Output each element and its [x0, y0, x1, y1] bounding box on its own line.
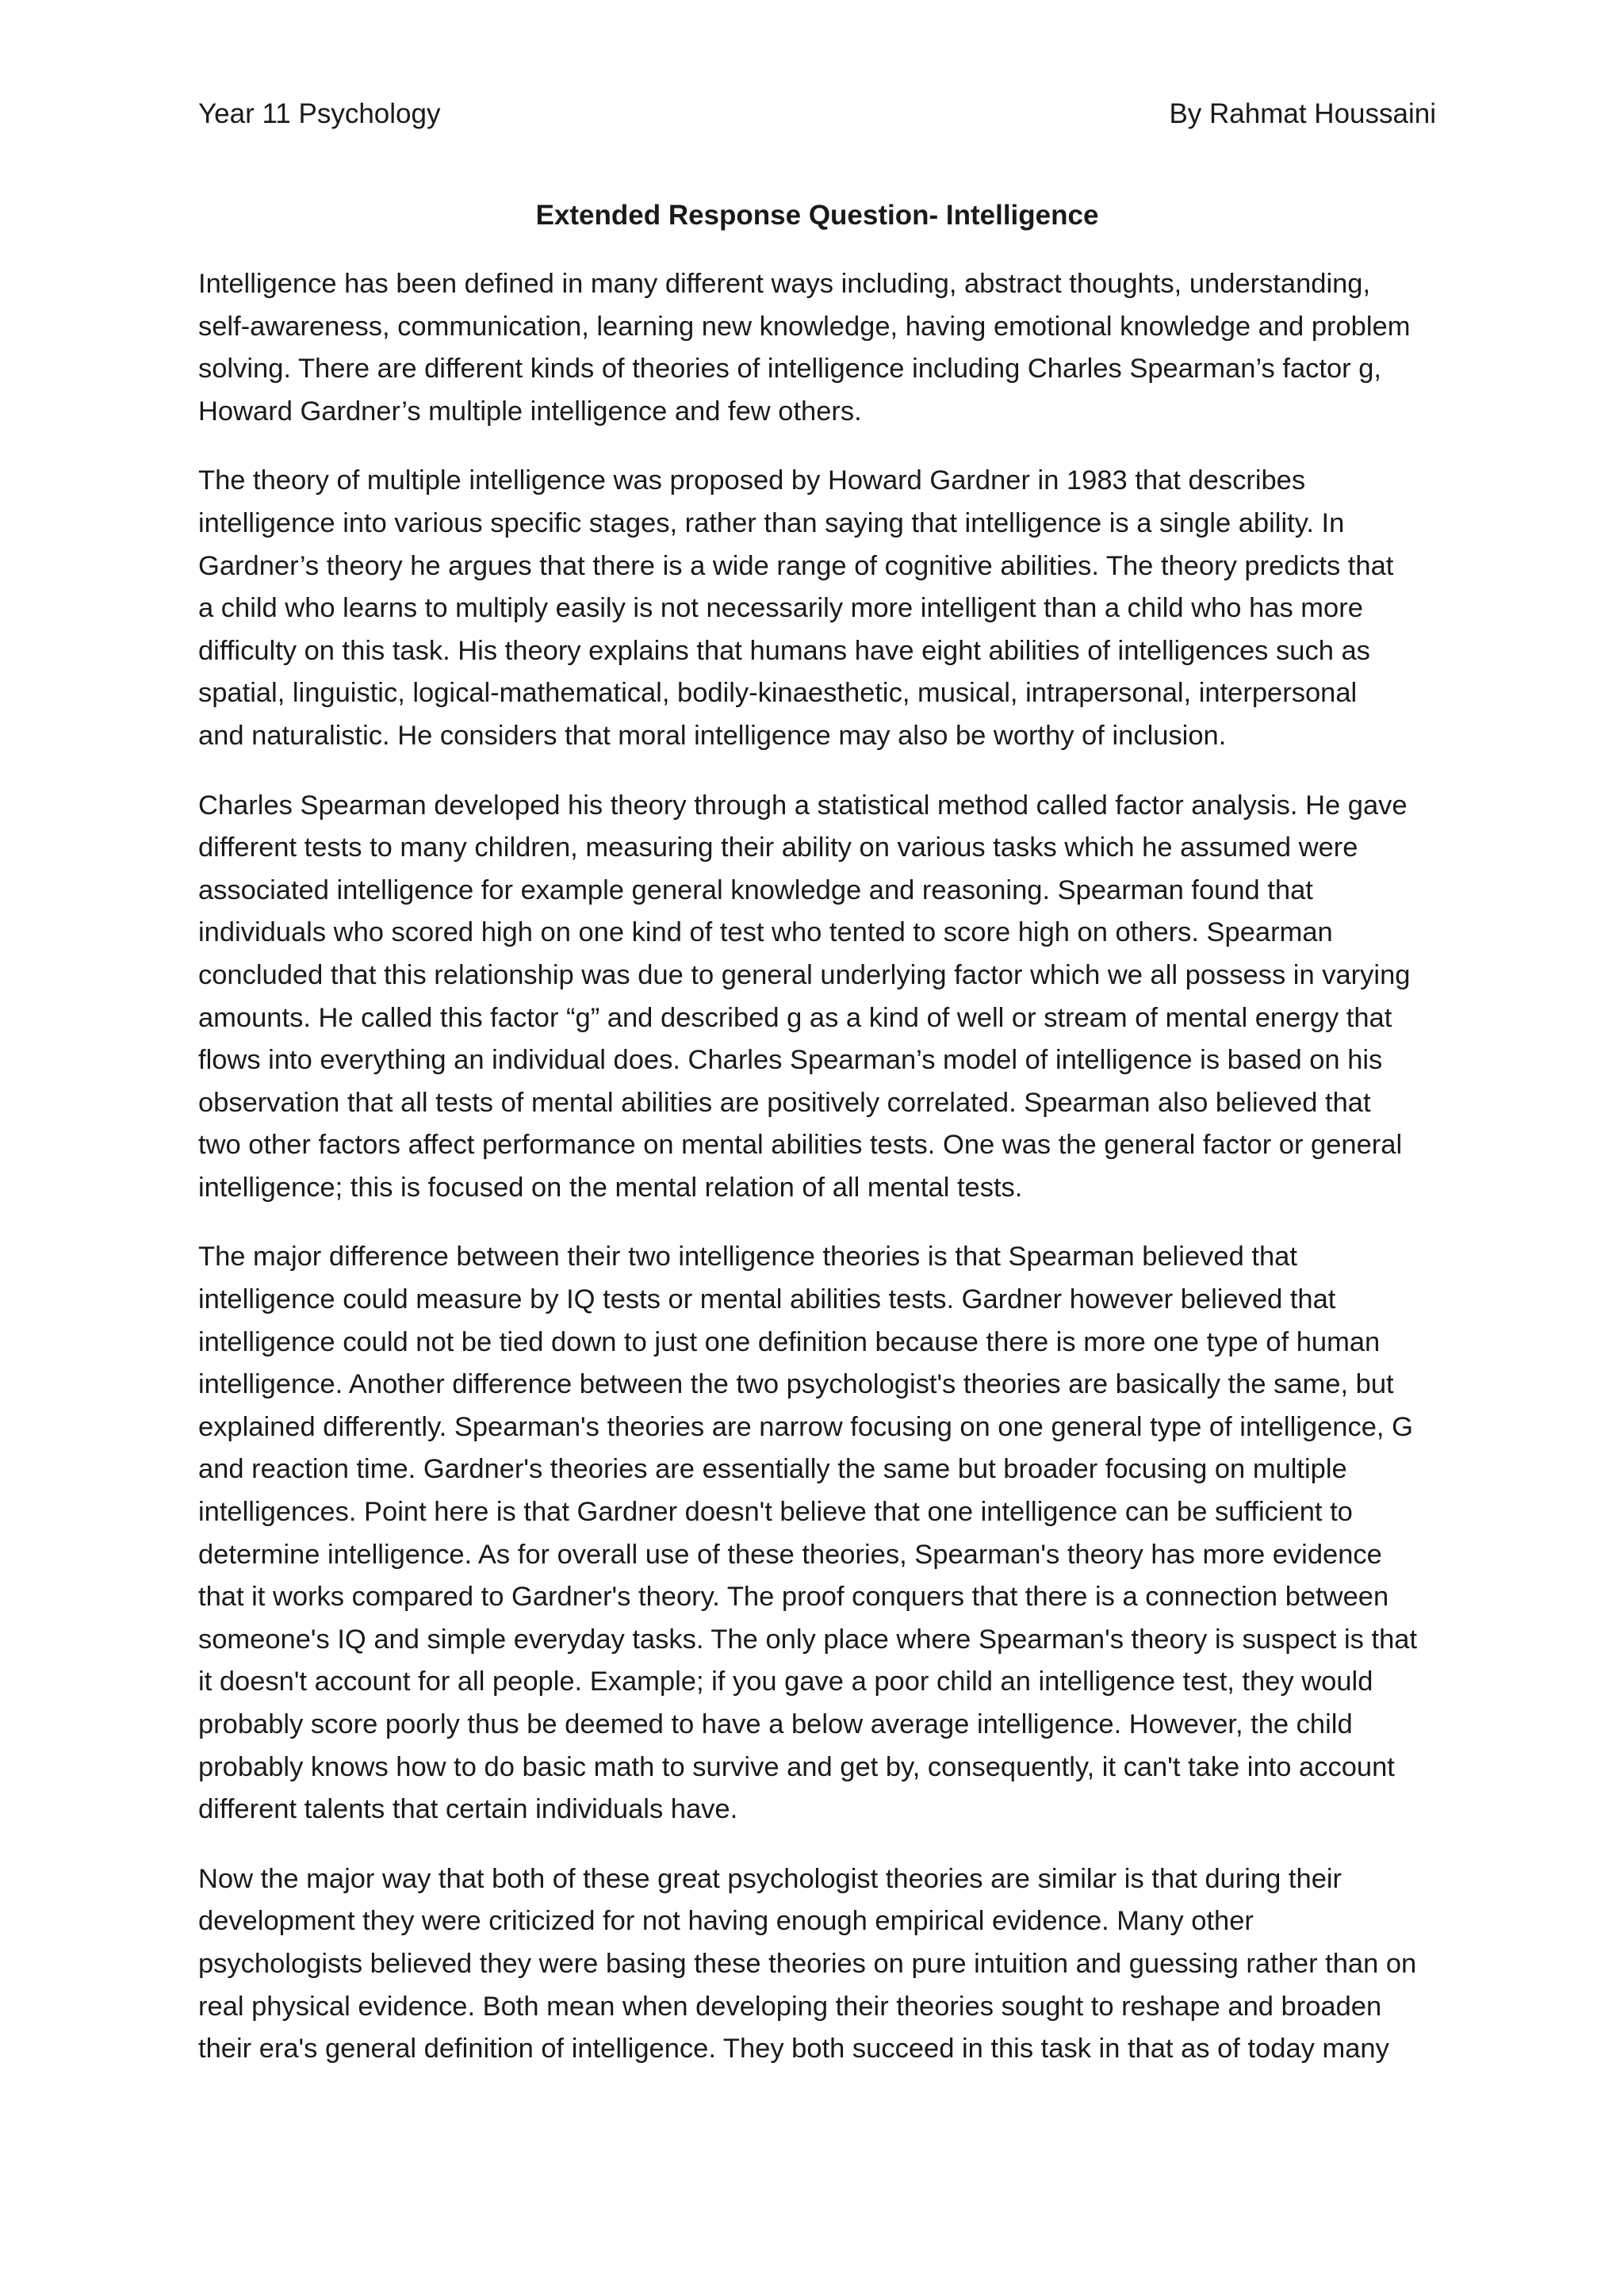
text-line: Now the major way that both of these great psychologist theories are similar is that during their [198, 1863, 1342, 1894]
text-line: that it works compared to Gardner's theory. The proof conquers that there is a connection between [198, 1582, 1389, 1613]
text-line: Howard Gardner’s multiple intelligence and few others. [198, 396, 862, 427]
text-line: associated intelligence for example general knowledge and reasoning. Spearman found that [198, 874, 1313, 905]
text-line: intelligence could not be tied down to just one definition because there is more one type of human [198, 1326, 1381, 1357]
text-line: development they were criticized for not having enough empirical evidence. Many other [198, 1906, 1254, 1937]
text-line: self-awareness, communication, learning new knowledge, having emotional knowledge and problem [198, 311, 1411, 342]
text-line: different tests to many children, measuring their ability on various tasks which he assumed were [198, 832, 1358, 863]
paragraph-similarities [198, 1858, 1467, 2071]
text-line: intelligences. Point here is that Gardner doesn't believe that one intelligence can be sufficient to [198, 1497, 1353, 1528]
text-line: Gardner’s theory he argues that there is a wide range of cognitive abilities. The theory predicts that [198, 550, 1394, 581]
text-line: intelligence. Another difference between the two psychologist's theories are basically the same, but [198, 1369, 1394, 1400]
text-line: observation that all tests of mental abilities are positively correlated. Spearman also believed that [198, 1087, 1371, 1118]
text-line: solving. There are different kinds of theories of intelligence including Charles Spearman’s factor g, [198, 354, 1382, 385]
text-line: and reaction time. Gardner's theories are essentially the same but broader focusing on multiple [198, 1454, 1347, 1485]
text-line: probably knows how to do basic math to survive and get by, consequently, it can't take into account [198, 1751, 1395, 1782]
paragraph-introduction [198, 263, 1467, 433]
text-line: and naturalistic. He considers that moral intelligence may also be worthy of inclusion. [198, 720, 1227, 751]
text-line: probably score poorly thus be deemed to have a below average intelligence. However, the child [198, 1709, 1353, 1739]
text-line: individuals who scored high on one kind of test who tented to score high on others. Spearman [198, 917, 1333, 948]
text-line: two other factors affect performance on mental abilities tests. One was the general factor or general [198, 1130, 1403, 1161]
text-line: someone's IQ and simple everyday tasks. The only place where Spearman's theory is suspect is that [198, 1624, 1418, 1655]
text-line: intelligence could measure by IQ tests or mental abilities tests. Gardner however believed that [198, 1284, 1336, 1315]
text-line: determine intelligence. As for overall use of these theories, Spearman's theory has more evidence [198, 1539, 1382, 1570]
text-line: intelligence; this is focused on the mental relation of all mental tests. [198, 1172, 1023, 1203]
document-body [198, 263, 1467, 2098]
text-line: Charles Spearman developed his theory through a statistical method called factor analysis. He gave [198, 790, 1408, 821]
text-line: it doesn't account for all people. Example; if you gave a poor child an intelligence test, they would [198, 1667, 1373, 1697]
text-line: Intelligence has been defined in many different ways including, abstract thoughts, understanding, [198, 269, 1371, 299]
text-line: their era's general definition of intelligence. They both succeed in this task in that as of today many [198, 2034, 1389, 2064]
text-line: a child who learns to multiply easily is not necessarily more intelligent than a child who has more [198, 593, 1363, 624]
header-course: Year 11 Psychology [198, 98, 441, 129]
paragraph-differences [198, 1236, 1467, 1831]
text-line: difficulty on this task. His theory explains that humans have eight abilities of intelligences such as [198, 635, 1370, 666]
text-line: intelligence into various specific stages, rather than saying that intelligence is a single ability. In [198, 507, 1345, 538]
text-line: amounts. He called this factor “g” and described g as a kind of well or stream of mental energy that [198, 1002, 1392, 1033]
document-title: Extended Response Question- Intelligence [535, 200, 1099, 231]
paragraph-spearman-theory [198, 785, 1467, 1210]
text-line: flows into everything an individual does. Charles Spearman’s model of intelligence is based on his [198, 1045, 1383, 1076]
text-line: The theory of multiple intelligence was proposed by Howard Gardner in 1983 that describes [198, 465, 1306, 496]
text-line: The major difference between their two intelligence theories is that Spearman believed that [198, 1242, 1297, 1272]
text-line: explained differently. Spearman's theories are narrow focusing on one general type of intelligence, G [198, 1411, 1413, 1442]
header-author: By Rahmat Houssaini [1169, 98, 1436, 129]
text-line: spatial, linguistic, logical-mathematical, bodily-kinaesthetic, musical, intrapersonal, interpersonal [198, 678, 1358, 709]
text-line: psychologists believed they were basing these theories on pure intuition and guessing rather than on [198, 1948, 1417, 1979]
text-line: different talents that certain individuals have. [198, 1794, 738, 1825]
paragraph-gardner-theory [198, 460, 1467, 757]
text-line: real physical evidence. Both mean when developing their theories sought to reshape and broaden [198, 1991, 1382, 2022]
text-line: concluded that this relationship was due to general underlying factor which we all possess in varying [198, 959, 1411, 990]
